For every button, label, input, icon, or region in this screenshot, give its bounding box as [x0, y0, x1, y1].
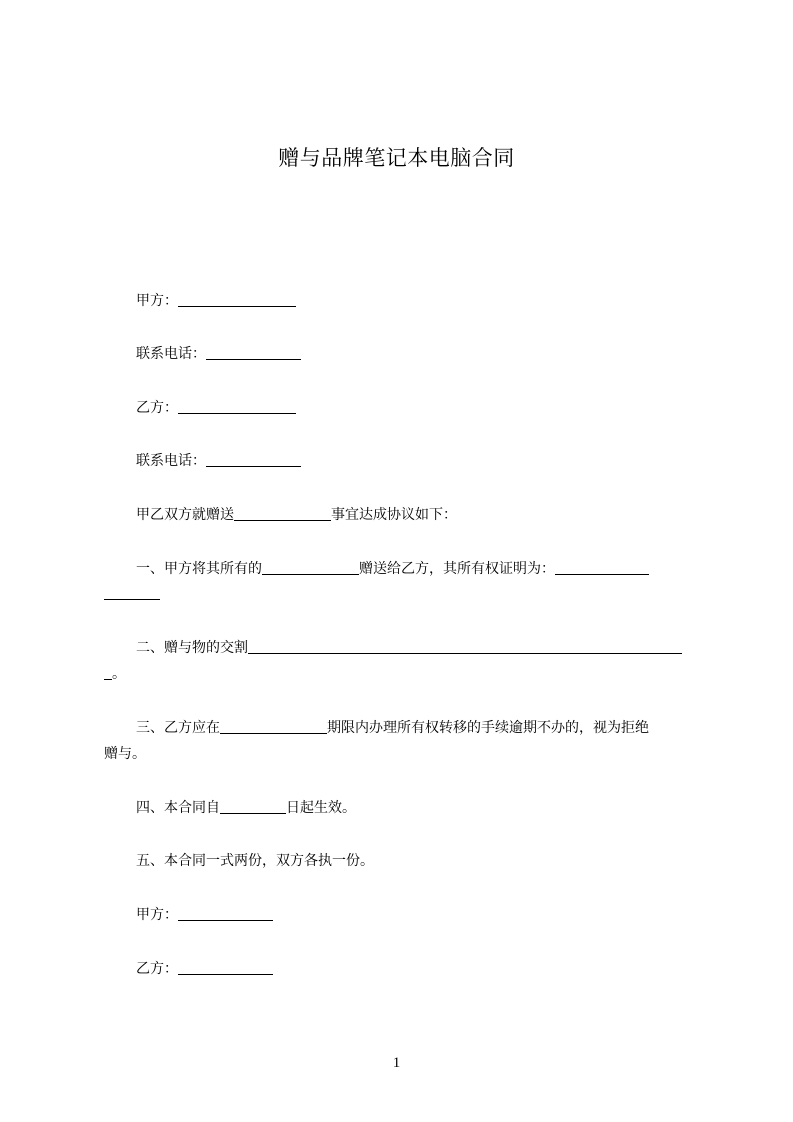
- intro-before: 甲乙双方就赠送: [136, 507, 234, 523]
- clause3-after: 期限内办理所有权转移的手续逾期不办的，视为拒绝: [327, 720, 649, 736]
- party-a-blank[interactable]: [178, 292, 296, 307]
- intro-line: [136, 505, 457, 525]
- page-number: 1: [392, 1055, 401, 1071]
- clause3-before: 三、乙方应在: [136, 720, 220, 736]
- clause3-line: [136, 718, 649, 738]
- clause1-line: [136, 559, 649, 579]
- party-a-label: 甲方：: [136, 293, 178, 309]
- party-b-line: [136, 398, 296, 418]
- document-title: 赠与品牌笔记本电脑合同: [278, 146, 515, 170]
- sign-a-label: 甲方：: [136, 907, 178, 923]
- gift-item-blank[interactable]: [234, 506, 331, 521]
- delivery-blank-cont[interactable]: [104, 665, 112, 680]
- sign-b-blank[interactable]: [178, 960, 273, 975]
- clause3-continuation: 赠与。: [104, 746, 146, 762]
- clause4-after: 日起生效。: [286, 800, 356, 816]
- phone-a-line: [136, 344, 301, 364]
- party-b-label: 乙方：: [136, 400, 178, 416]
- sign-a-blank[interactable]: [178, 906, 273, 921]
- phone-a-label: 联系电话：: [136, 346, 206, 362]
- clause4-line: [136, 798, 356, 818]
- party-b-blank[interactable]: [178, 399, 296, 414]
- phone-b-blank[interactable]: [206, 452, 301, 467]
- clause4-before: 四、本合同自: [136, 800, 220, 816]
- clause2-text: 二、赠与物的交割: [136, 640, 248, 656]
- phone-b-line: [136, 451, 301, 471]
- transfer-period-blank[interactable]: [220, 719, 327, 734]
- ownership-proof-blank[interactable]: [555, 560, 649, 575]
- party-a-line: [136, 291, 296, 311]
- ownership-proof-blank-cont[interactable]: [104, 585, 160, 600]
- clause2-line: [136, 638, 682, 658]
- sign-b-label: 乙方：: [136, 961, 178, 977]
- sign-b-line: [136, 959, 273, 979]
- phone-b-label: 联系电话：: [136, 453, 206, 469]
- clause1-item-blank[interactable]: [262, 560, 359, 575]
- sign-a-line: [136, 905, 273, 925]
- intro-after: 事宜达成协议如下：: [331, 507, 457, 523]
- clause2-continuation: [104, 664, 126, 684]
- delivery-blank[interactable]: [248, 639, 682, 654]
- effective-date-blank[interactable]: [220, 799, 286, 814]
- clause5-line: 五、本合同一式两份，双方各执一份。: [136, 853, 374, 869]
- clause1-continuation: [104, 584, 160, 604]
- clause1-middle: 赠送给乙方，其所有权证明为：: [359, 561, 555, 577]
- clause1-before: 一、甲方将其所有的: [136, 561, 262, 577]
- clause2-end: 。: [112, 666, 126, 682]
- phone-a-blank[interactable]: [206, 345, 301, 360]
